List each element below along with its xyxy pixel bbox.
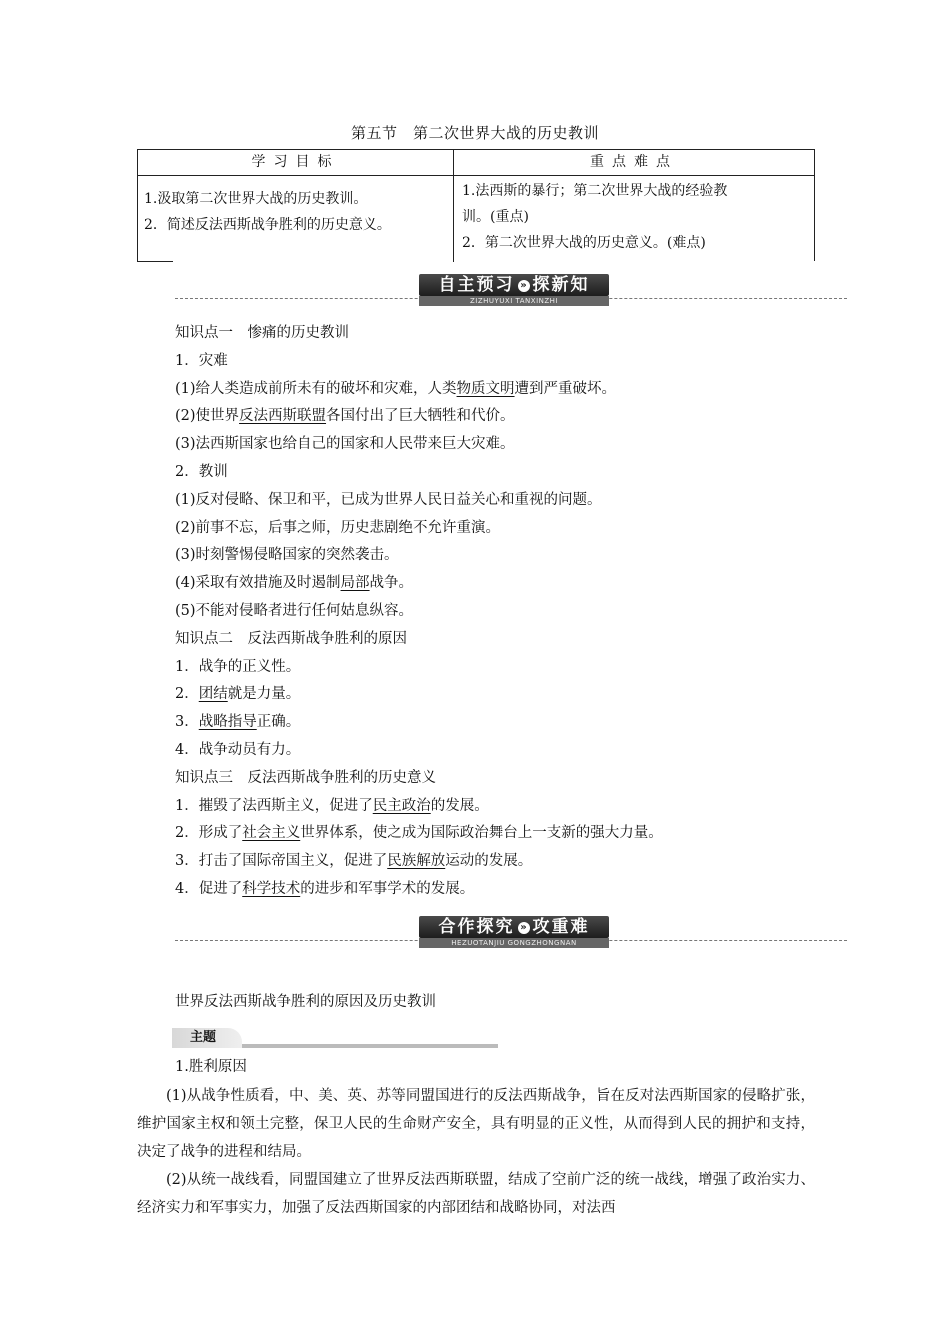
banner-pinyin: HEZUOTANJIU GONGZHONGNAN <box>419 938 609 948</box>
banner-left-text: 合作探究 <box>438 917 515 937</box>
text-line: (1)给人类造成前所未有的破坏和灾难，人类物质文明遭到严重破坏。 <box>175 380 617 397</box>
text-line: (3)法西斯国家也给自己的国家和人民带来巨大灾难。 <box>175 436 515 453</box>
paragraph-1 <box>137 1082 815 1166</box>
key-points-cell <box>462 178 802 256</box>
text-line: (2)前事不忘，后事之师，历史悲剧绝不允许重演。 <box>175 519 501 536</box>
goals-table <box>137 149 815 261</box>
text-line: 1．摧毁了法西斯主义，促进了民主政治的发展。 <box>175 797 489 814</box>
keypoint-line: 1.法西斯的暴行；第二次世界大战的经验教 <box>462 183 728 199</box>
key-term: 战略指导 <box>198 714 257 731</box>
key-term: 物质文明 <box>456 380 515 397</box>
banner-right-text: 攻重难 <box>532 917 590 937</box>
subheading: 1．灾难 <box>175 352 228 369</box>
topic-tab <box>172 1028 498 1048</box>
keypoint-line: 训。(重点) <box>462 209 529 225</box>
knowledge-point-title: 知识点一 惨痛的历史教训 <box>175 325 349 341</box>
paragraph-text: (2)从统一战线看，同盟国建立了世界反法西斯联盟，结成了空前广泛的统一战线，增强了政治实力、经济实力和军事实力，加强了反法西斯国家的内部团结和战略协同，对法西 <box>137 1172 815 1216</box>
key-term: 局部 <box>340 575 370 592</box>
key-term: 民主政治 <box>372 797 431 814</box>
table-bottom-stub <box>137 261 173 262</box>
knowledge-section <box>175 320 815 904</box>
text-line: 4．战争动员有力。 <box>175 741 301 758</box>
knowledge-point-title: 知识点二 反法西斯战争胜利的原因 <box>175 630 407 647</box>
key-term: 反法西斯联盟 <box>239 408 327 425</box>
text-line: 2．团结就是力量。 <box>175 686 301 703</box>
text-line: 2．形成了社会主义世界体系，使之成为国际政治舞台上一支新的强大力量。 <box>175 825 663 842</box>
goal-line: 2．简述反法西斯战争胜利的历史意义。 <box>144 217 391 233</box>
topic-title: 世界反法西斯战争胜利的原因及历史教训 <box>175 994 436 1010</box>
text-line: 1．战争的正义性。 <box>175 658 301 675</box>
double-arrow-icon: » <box>518 280 530 292</box>
banner-explore <box>175 914 847 954</box>
table-divider <box>453 176 454 262</box>
text-line: (4)采取有效措施及时遏制局部战争。 <box>175 575 414 592</box>
topic-tab-label: 主题 <box>172 1028 242 1048</box>
text-line: (5)不能对侵略者进行任何姑息纵容。 <box>175 602 414 619</box>
banner-preview <box>175 272 847 312</box>
page-title: 第五节 第二次世界大战的历史教训 <box>350 124 599 142</box>
paragraph-text: (1)从战争性质看，中、美、英、苏等同盟国进行的反法西斯战争，旨在反对法西斯国家的侵略扩张，维护国家主权和领土完整，保卫人民的生命财产安全，具有明显的正义性，从而得到人民的拥护和支持，决定了战争的进程和结局。 <box>137 1088 815 1160</box>
text-line: (3)时刻警惕侵略国家的突然袭击。 <box>175 547 399 564</box>
text-line: (2)使世界反法西斯联盟各国付出了巨大牺牲和代价。 <box>175 408 515 425</box>
banner-pinyin: ZIZHUYUXI TANXINZHI <box>419 296 609 306</box>
text-line: 3．打击了国际帝国主义，促进了民族解放运动的发展。 <box>175 853 533 870</box>
key-term: 社会主义 <box>242 825 301 842</box>
subsection <box>175 1054 815 1082</box>
learning-goals-cell <box>144 186 444 238</box>
keypoint-line: 2．第二次世界大战的历史意义。(难点) <box>462 235 706 251</box>
text-line: 4．促进了科学技术的进步和军事学术的发展。 <box>175 880 475 897</box>
subheading: 1.胜利原因 <box>175 1059 247 1075</box>
knowledge-point-title: 知识点三 反法西斯战争胜利的历史意义 <box>175 769 436 786</box>
header-key-points: 重点难点 <box>454 150 814 176</box>
double-arrow-icon: » <box>518 922 530 934</box>
header-learning-goals: 学习目标 <box>138 150 454 176</box>
key-term: 团结 <box>198 686 228 703</box>
goal-line: 1.汲取第二次世界大战的历史教训。 <box>144 191 368 207</box>
text-line: 3．战略指导正确。 <box>175 714 301 731</box>
banner-left-text: 自主预习 <box>438 275 515 295</box>
text-line: (1)反对侵略、保卫和平，已成为世界人民日益关心和重视的问题。 <box>175 491 602 508</box>
banner-plate <box>419 916 609 938</box>
banner-right-text: 探新知 <box>532 275 590 295</box>
key-term: 民族解放 <box>387 853 446 870</box>
key-term: 科学技术 <box>242 880 301 897</box>
paragraph-2 <box>137 1166 815 1222</box>
banner-plate <box>419 274 609 296</box>
subheading: 2．教训 <box>175 463 228 480</box>
